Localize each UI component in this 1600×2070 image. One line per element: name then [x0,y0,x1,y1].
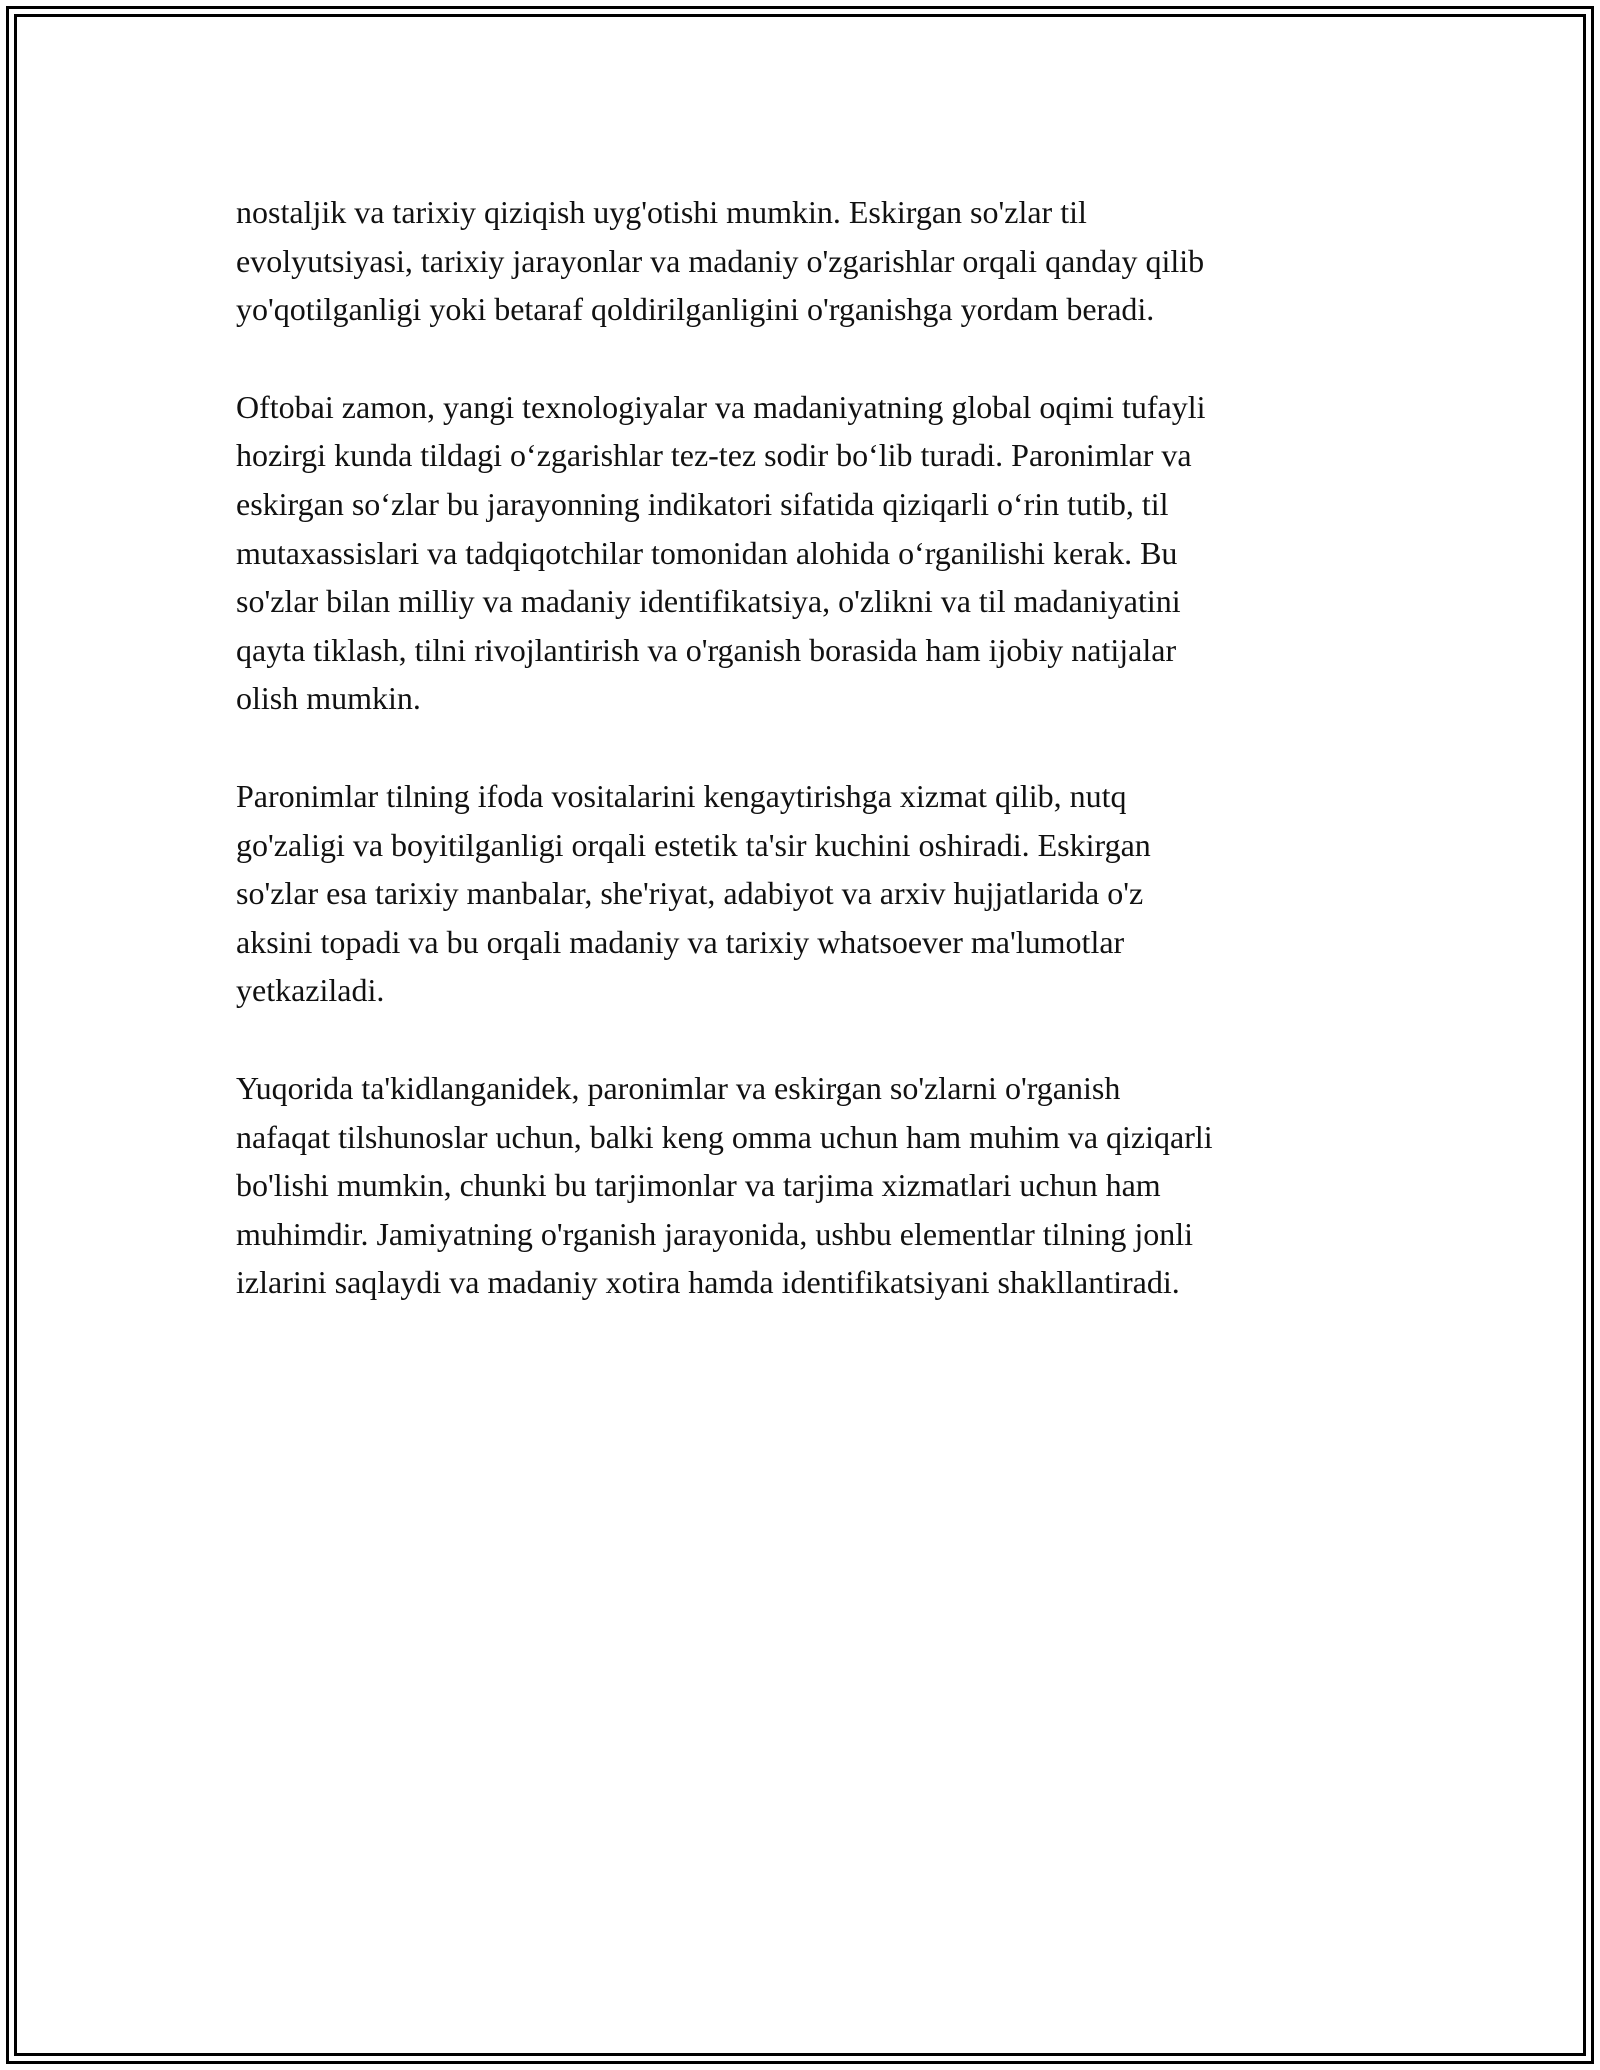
text-line: aksini topadi va bu orqali madaniy va tarixiy whatsoever ma'lumotlar [236,923,1125,960]
paragraph [236,383,1366,723]
text-line: Oftobai zamon, yangi texnologiyalar va madaniyatning global oqimi tufayli [236,388,1206,425]
text-line: hozirgi kunda tildagi o‘zgarishlar tez-tez sodir bo‘lib turadi. Paronimlar va [236,437,1192,474]
document-body [236,188,1366,1356]
text-line: nostaljik va tarixiy qiziqish uyg'otishi mumkin. Eskirgan so'zlar til [236,194,1087,230]
paragraph [236,772,1366,1015]
text-line: evolyutsiyasi, tarixiy jarayonlar va madaniy o'zgarishlar orqali qanday qilib [236,242,1205,279]
text-line: muhimdir. Jamiyatning o'rganish jarayonida, ushbu elementlar tilning jonli [236,1215,1194,1252]
text-line: qayta tiklash, tilni rivojlantirish va o'rganish borasida ham ijobiy natijalar [236,631,1177,668]
text-line: Paronimlar tilning ifoda vositalarini kengaytirishga xizmat qilib, nutq [236,777,1127,814]
text-line: yo'qotilganligi yoki betaraf qoldirilganligini o'rganishga yordam beradi. [236,291,1155,328]
paragraph [236,188,1366,334]
text-line: so'zlar bilan milliy va madaniy identifikatsiya, o'zlikni va til madaniyatini [236,583,1181,620]
text-line: izlarini saqlaydi va madaniy xotira hamda identifikatsiyani shakllantiradi. [236,1264,1180,1301]
text-line: mutaxassislari va tadqiqotchilar tomonidan alohida o‘rganilishi kerak. Bu [236,534,1178,571]
text-line: nafaqat tilshunoslar uchun, balki keng omma uchun ham muhim va qiziqarli [236,1118,1213,1155]
paragraph [236,1064,1366,1307]
text-line: Yuqorida ta'kidlanganidek, paronimlar va eskirgan so'zlarni o'rganish [236,1069,1121,1106]
text-line: eskirgan so‘zlar bu jarayonning indikatori sifatida qiziqarli o‘rin tutib, til [236,485,1169,522]
text-line: go'zaligi va boyitilganligi orqali estetik ta'sir kuchini oshiradi. Eskirgan [236,826,1151,863]
text-line: bo'lishi mumkin, chunki bu tarjimonlar va tarjima xizmatlari uchun ham [236,1167,1161,1204]
text-line: olish mumkin. [236,680,421,717]
text-line: so'zlar esa tarixiy manbalar, she'riyat, adabiyot va arxiv hujjatlarida o'z [236,875,1144,912]
text-line: yetkaziladi. [236,972,385,1009]
